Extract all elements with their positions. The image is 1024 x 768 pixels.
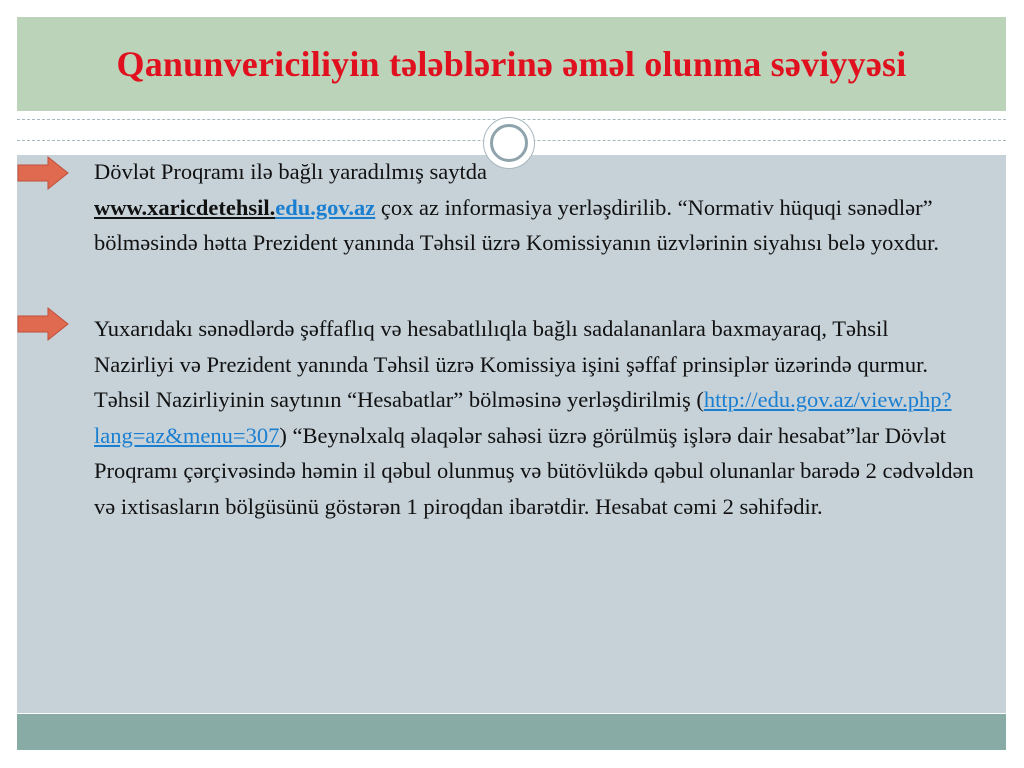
slide-title: Qanunvericiliyin tələblərinə əməl olunma səviyyəsi	[116, 44, 907, 84]
paragraph-2	[94, 311, 974, 524]
reports-link[interactable]: http://edu.gov.az/view.php?lang=az&menu=307	[94, 387, 952, 448]
right-arrow-icon	[16, 155, 70, 191]
paragraph-1	[94, 154, 974, 261]
right-arrow-icon	[16, 306, 70, 342]
paragraph-1-intro: Dövlət Proqramı ilə bağlı yaradılmış saytda	[94, 159, 488, 184]
footer-band	[17, 714, 1006, 750]
site-link-part1[interactable]: www.xaricdetehsil.	[94, 194, 276, 220]
paragraph-1-rest: çox az informasiya yerləşdirilib. “Normativ hüquqi sənədlər” bölməsində hətta Prezident yanında Təhsil üzrə Komissiyanın üzvlərinin siyahısı belə yoxdur.	[94, 194, 940, 255]
site-link-part2[interactable]: edu.gov.az	[275, 194, 376, 220]
paragraph-2-rest: ) “Beynəlxalq əlaqələr sahəsi üzrə görülmüş işlərə dair hesabat”lar Dövlət Proqramı çərçivəsində həmin il qəbul olunmuş və bütövlükdə qəbul olunanlar barədə 2 cədvəldən və ixtisasların bölgüsünü göstərən 1 piroqdan ibarətdir. Hesabat cəmi 2 səhifədir.	[94, 422, 974, 519]
paragraph-2-intro: Yuxarıdakı sənədlərdə şəffaflıq və hesabatlılıqla bağlı sadalananlara baxmayaraq, Təhsil Nazirliyi və Prezident yanında Təhsil üzrə Komissiya işini şəffaf prinsiplər üzərində qurmur. Təhsil Nazirliyinin saytının “Hesabatlar” bölməsinə yerləşdirilmiş (	[94, 316, 928, 412]
title-band	[17, 17, 1006, 111]
